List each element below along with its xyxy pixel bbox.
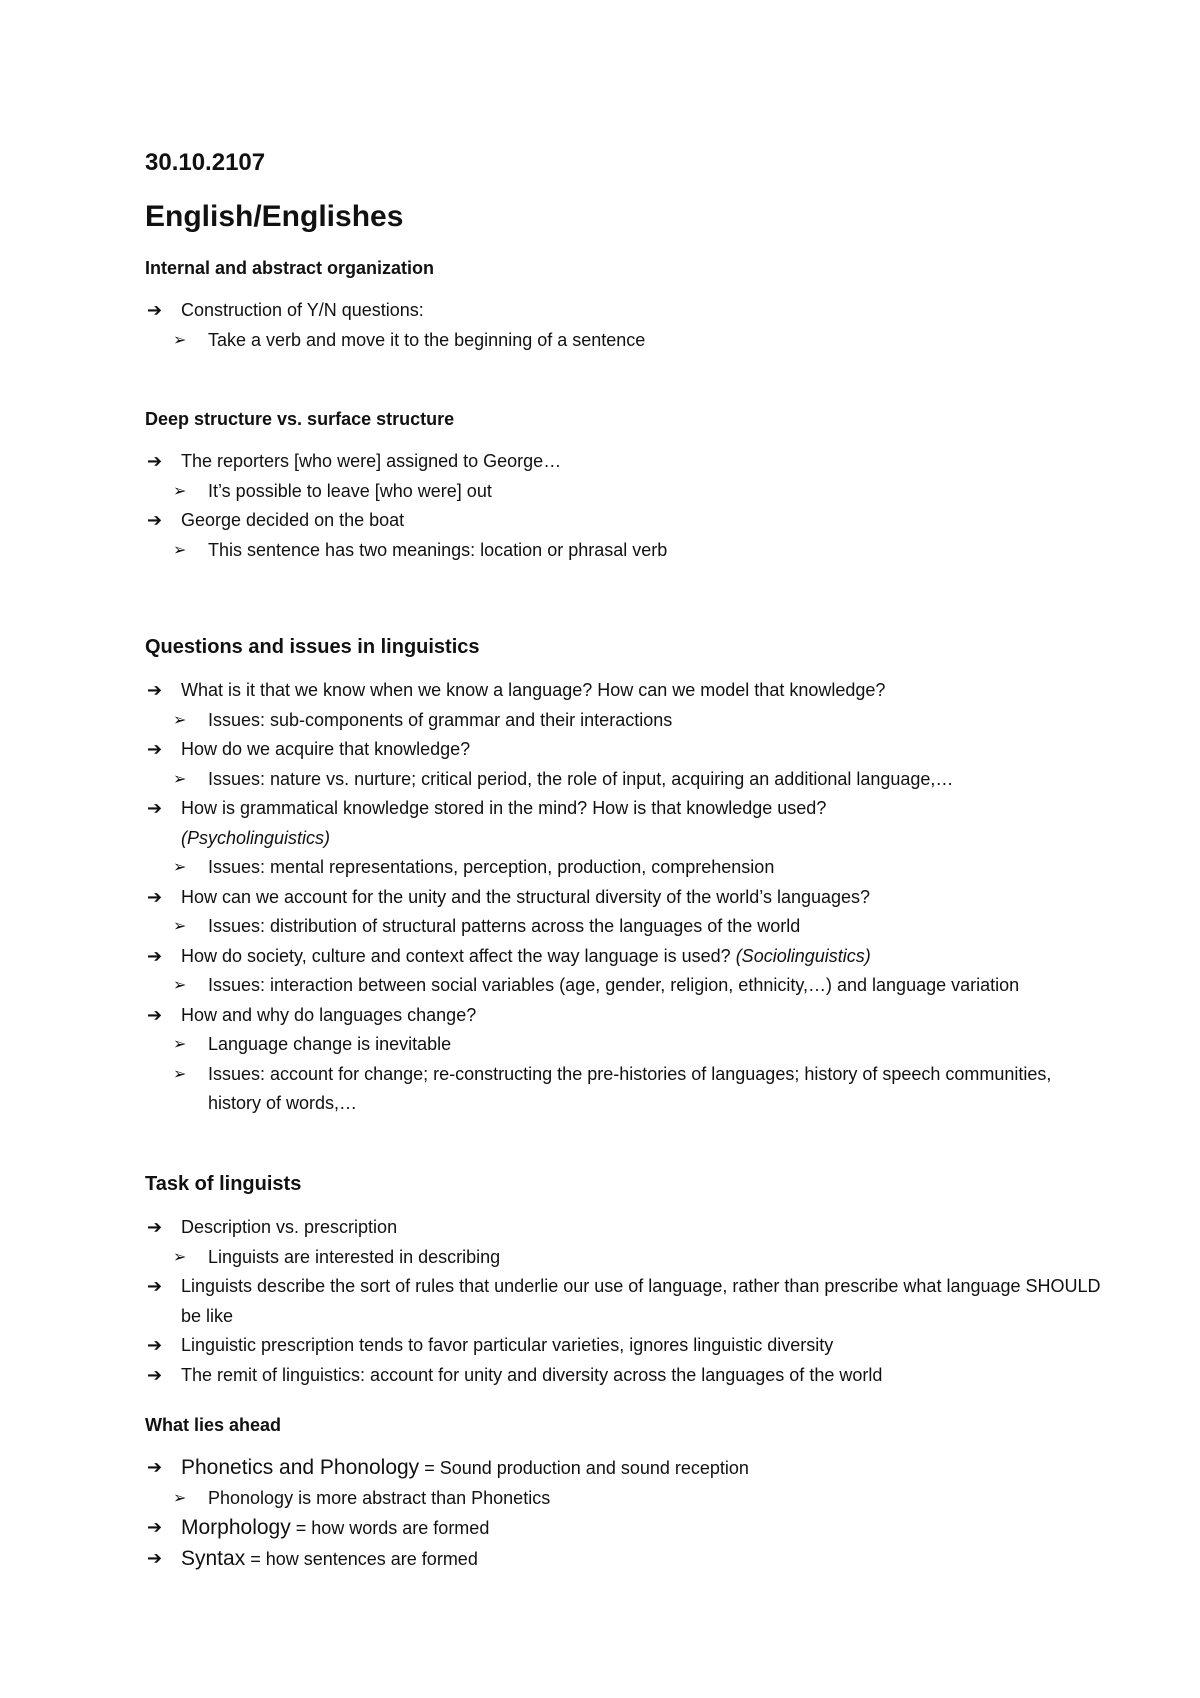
list-subitem (145, 1060, 1105, 1119)
arrow-bullet-icon: ➔ (147, 451, 163, 471)
list-subitem (145, 1030, 1105, 1060)
list-subitem (145, 912, 1105, 942)
sub-arrow-bullet-icon: ➢ (173, 859, 187, 876)
sub-arrow-bullet-icon: ➢ (173, 331, 187, 349)
list-item (145, 296, 1105, 326)
list-item-text: Language change is inevitable (208, 1034, 452, 1054)
arrow-bullet-icon: ➔ (147, 1364, 163, 1385)
section-heading: Deep structure vs. surface structure (145, 409, 455, 429)
sub-arrow-bullet-icon: ➢ (173, 977, 187, 994)
arrow-bullet-icon: ➔ (147, 739, 163, 759)
sub-arrow-bullet-icon: ➢ (173, 770, 187, 788)
list-item (145, 676, 1105, 706)
bullet-list (145, 1453, 1105, 1574)
bullet-list (145, 676, 1105, 1119)
sub-arrow-bullet-icon: ➢ (173, 1036, 187, 1053)
list-item (145, 735, 1105, 765)
list-item-text: George decided on the boat (181, 510, 405, 530)
sub-arrow-bullet-icon: ➢ (173, 1489, 187, 1507)
sub-arrow-bullet-icon: ➢ (173, 482, 187, 500)
list-subitem (145, 477, 1105, 507)
arrow-bullet-icon: ➔ (147, 1547, 163, 1568)
arrow-bullet-icon: ➔ (147, 1004, 163, 1025)
list-item-text: Issues: interaction between social variables (age, gender, religion, ethnicity,…) and language variation (208, 975, 1020, 995)
list-item-text: How do we acquire that knowledge? (181, 739, 471, 759)
list-item (145, 794, 1105, 853)
list-item (145, 1544, 1105, 1575)
list-item-text: Take a verb and move it to the beginning of a sentence (208, 329, 646, 350)
list-item (145, 447, 1105, 477)
list-item-text: How do society, culture and context affect the way language is used? (181, 945, 731, 966)
list-subitem (145, 326, 1105, 356)
arrow-bullet-icon: ➔ (147, 945, 163, 966)
arrow-bullet-icon: ➔ (147, 300, 163, 320)
list-item-text: Linguists are interested in describing (208, 1246, 501, 1267)
section-task-of-linguists (145, 1171, 1105, 1390)
section-heading: Questions and issues in linguistics (145, 636, 480, 658)
arrow-bullet-icon: ➔ (147, 1276, 163, 1296)
arrow-bullet-icon: ➔ (147, 1335, 163, 1355)
arrow-bullet-icon: ➔ (147, 510, 163, 530)
term-label: Morphology (181, 1516, 291, 1539)
list-subitem (145, 1484, 1105, 1514)
arrow-bullet-icon: ➔ (147, 1517, 163, 1537)
sub-arrow-bullet-icon: ➢ (173, 918, 187, 935)
list-subitem (145, 971, 1105, 1001)
sub-arrow-bullet-icon: ➢ (173, 541, 187, 559)
list-item-text: Linguistic prescription tends to favor particular varieties, ignores linguistic diversity (181, 1335, 834, 1355)
list-subitem (145, 706, 1105, 736)
list-item-text: = Sound production and sound reception (419, 1458, 749, 1478)
list-item-text: How and why do languages change? (181, 1004, 477, 1025)
list-subitem (145, 1243, 1105, 1273)
list-item-text: Phonology is more abstract than Phonetics (208, 1487, 551, 1508)
section-heading: Internal and abstract organization (145, 258, 435, 278)
sub-arrow-bullet-icon: ➢ (173, 711, 187, 729)
section-questions-issues (145, 634, 1105, 1119)
bullet-list (145, 447, 1105, 565)
arrow-bullet-icon: ➔ (147, 680, 163, 700)
list-subitem (145, 536, 1105, 566)
section-heading: Task of linguists (145, 1173, 302, 1195)
list-subitem (145, 765, 1105, 795)
document-title: English/Englishes (145, 200, 404, 233)
section-what-lies-ahead (145, 1413, 1105, 1574)
list-item (145, 1213, 1105, 1243)
list-item-text: What is it that we know when we know a language? How can we model that knowledge? (181, 680, 886, 700)
term-label: Phonetics and Phonology (181, 1456, 420, 1479)
section-deep-structure (145, 407, 1105, 565)
list-item-text: How is grammatical knowledge stored in the mind? How is that knowledge used? (181, 798, 827, 818)
list-item-text: = how sentences are formed (245, 1548, 478, 1569)
list-item-text: Linguists describe the sort of rules that underlie our use of language, rather than prescribe what language SHOULD be like (181, 1276, 1101, 1326)
list-item-text: Issues: sub-components of grammar and their interactions (208, 709, 673, 730)
term-label: Syntax (181, 1546, 246, 1570)
list-item-text: Issues: mental representations, perception, production, comprehension (208, 857, 775, 877)
list-item-text: This sentence has two meanings: location or phrasal verb (208, 539, 668, 560)
list-item-text: Issues: distribution of structural patterns across the languages of the world (208, 916, 801, 936)
arrow-bullet-icon: ➔ (147, 1217, 163, 1237)
arrow-bullet-icon: ➔ (147, 886, 163, 907)
list-item (145, 1513, 1105, 1544)
list-item-text: The remit of linguistics: account for unity and diversity across the languages of the world (181, 1364, 883, 1385)
list-item (145, 1453, 1105, 1484)
section-heading: What lies ahead (145, 1415, 282, 1435)
list-item-text: How can we account for the unity and the structural diversity of the world’s languages? (181, 886, 871, 907)
list-item-note: (Psycholinguistics) (181, 827, 331, 848)
arrow-bullet-icon: ➔ (147, 1457, 163, 1477)
list-subitem (145, 853, 1105, 883)
list-item (145, 1001, 1105, 1031)
list-item-text: = how words are formed (290, 1518, 490, 1538)
list-item-text: The reporters [who were] assigned to George… (181, 451, 562, 471)
sub-arrow-bullet-icon: ➢ (173, 1065, 187, 1083)
list-item (145, 1331, 1105, 1361)
list-item-text: Issues: nature vs. nurture; critical period, the role of input, acquiring an additional language,… (208, 768, 954, 789)
document-date: 30.10.2107 (145, 149, 266, 176)
list-item (145, 883, 1105, 913)
list-item-text: It’s possible to leave [who were] out (208, 480, 492, 501)
list-item (145, 942, 1105, 972)
list-item-note: (Sociolinguistics) (735, 945, 871, 966)
list-item-text: Issues: account for change; re-constructing the pre-histories of languages; history of speech communities, history of words,… (208, 1063, 1052, 1113)
list-item-text: Construction of Y/N questions: (181, 300, 424, 320)
bullet-list (145, 296, 1105, 355)
sub-arrow-bullet-icon: ➢ (173, 1248, 187, 1266)
list-item (145, 506, 1105, 536)
list-item (145, 1272, 1105, 1331)
list-item (145, 1361, 1105, 1391)
bullet-list (145, 1213, 1105, 1390)
section-internal-organization (145, 256, 1105, 355)
arrow-bullet-icon: ➔ (147, 798, 163, 818)
list-item-text: Description vs. prescription (181, 1217, 398, 1237)
